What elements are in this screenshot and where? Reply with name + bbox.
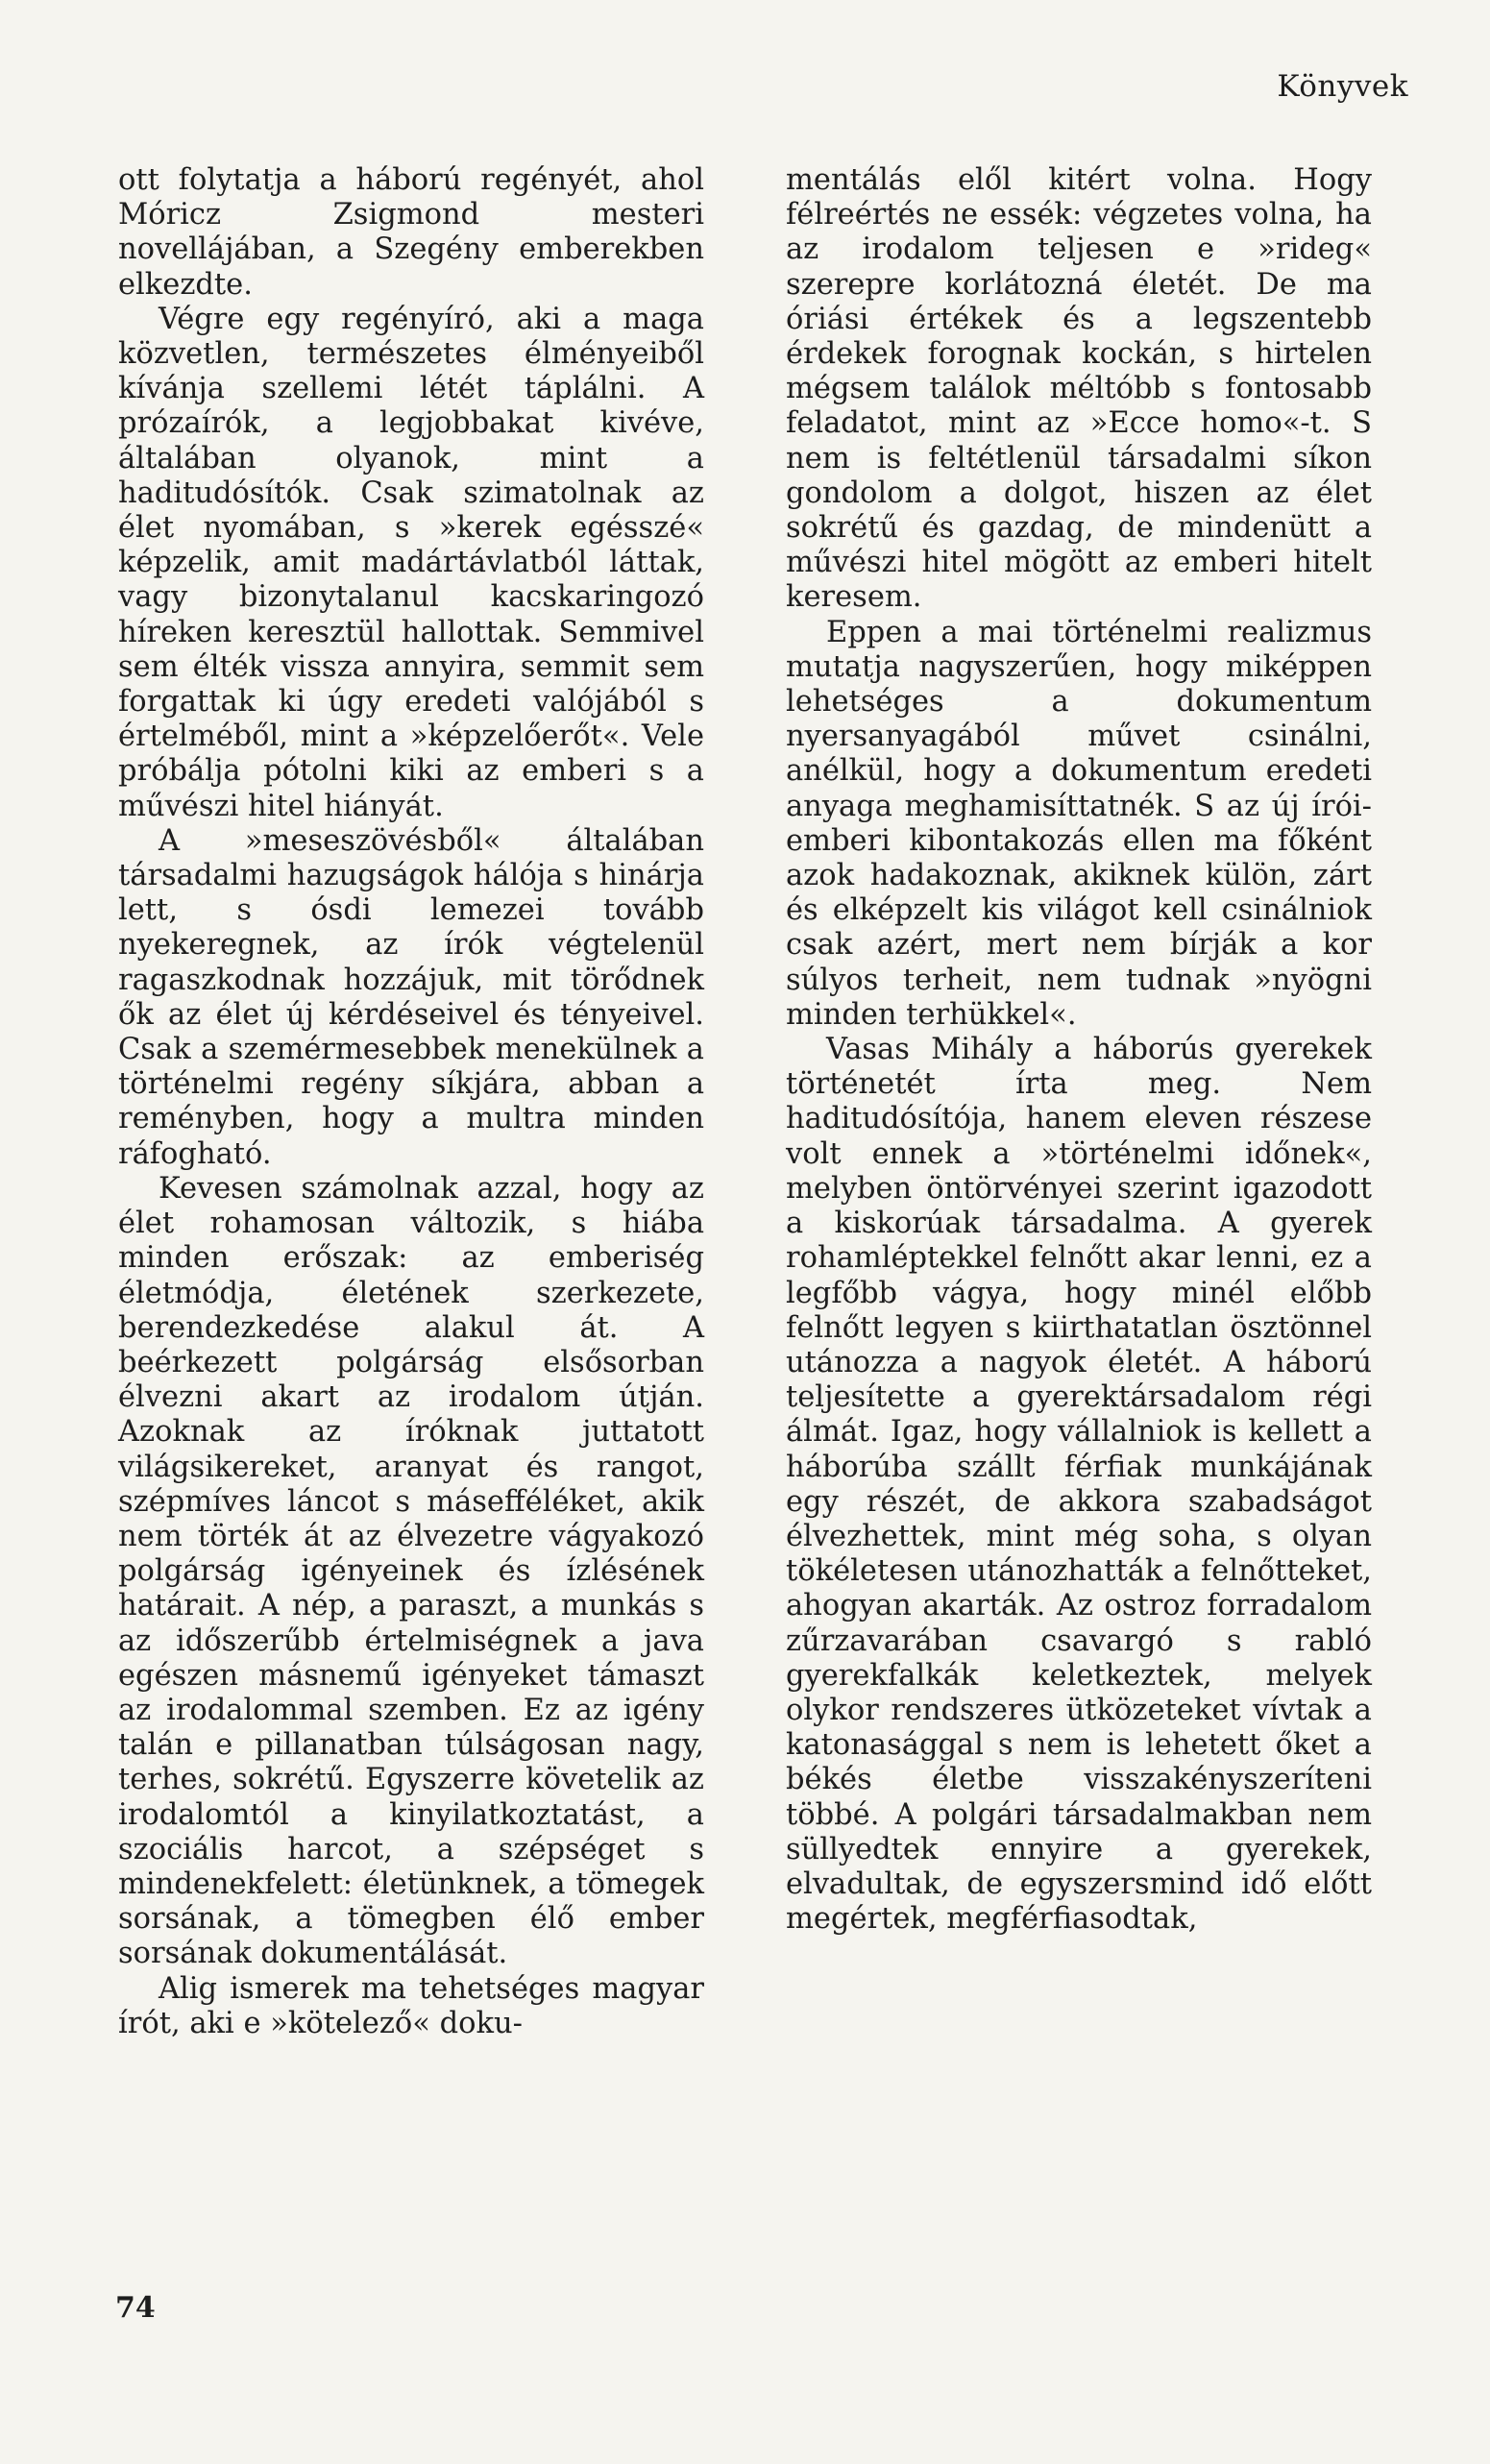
paragraph: ott folytatja a háború regényét, ahol Móricz Zsigmond mesteri novellájában, a Szegény emberekben elkezdte.	[118, 163, 704, 302]
running-head: Könyvek	[1277, 69, 1408, 104]
paragraph: Eppen a mai történelmi realizmus mutatja nagyszerűen, hogy miképpen lehetséges a dokumentum nyersanyagából művet csinálni, anélkül, hogy a dokumentum eredeti anyaga meghamisíttatnék. S az új írói-emberi kibontakozás ellen ma főként azok hadakoznak, akiknek külön, zárt és elképzelt kis világot kell csinálniok csak azért, mert nem bírják a kor súlyos terheit, nem tudnak »nyögni minden terhükkel«.	[786, 615, 1372, 1032]
paragraph: Alig ismerek ma tehetséges magyar írót, aki e »kötelező« doku-	[118, 1971, 704, 2040]
paragraph: mentálás elől kitért volna. Hogy félreértés ne essék: végzetes volna, ha az irodalom teljesen e »rideg« szerepre korlátozná életét. De ma óriási értékek és a legszentebb érdekek forognak kockán, s hirtelen mégsem találok méltóbb s fontosabb feladatot, mint az »Ecce homo«-t. S nem is feltétlenül társadalmi síkon gondolom a dolgot, hiszen az élet sokrétű és gazdag, de mindenütt a művészi hitel mögött az emberi hitelt keresem.	[786, 163, 1372, 615]
left-column	[118, 163, 704, 2041]
paragraph: Végre egy regényíró, aki a maga közvetlen, természetes élményeiből kívánja szellemi létét táplálni. A prózaírók, a legjobbakat kivéve, általában olyanok, mint a haditudósítók. Csak szimatolnak az élet nyomában, s »kerek egésszé« képzelik, amit madártávlatból láttak, vagy bizonytalanul kacskaringozó híreken keresztül hallottak. Semmivel sem élték vissza annyira, semmit sem forgattak ki úgy eredeti valójából s értelméből, mint a »képzelőerőt«. Vele próbálja pótolni kiki az emberi s a művészi hitel hiányát.	[118, 302, 704, 823]
right-column	[786, 163, 1372, 1937]
paragraph: A »meseszövésből« általában társadalmi hazugságok hálója s hinárja lett, s ósdi lemezei tovább nyekeregnek, az írók végtelenül ragaszkodnak hozzájuk, mit törődnek ők az élet új kérdéseivel és tényeivel. Csak a szemérmesebbek menekülnek a történelmi regény síkjára, abban a reményben, hogy a multra minden ráfogható.	[118, 823, 704, 1171]
paragraph: Vasas Mihály a háborús gyerekek történetét írta meg. Nem haditudósítója, hanem eleven részese volt ennek a »történelmi időnek«, melyben öntörvényei szerint igazodott a kiskorúak társadalma. A gyerek rohamléptekkel felnőtt akar lenni, ez a legfőbb vágya, hogy minél előbb felnőtt legyen s kiirthatatlan ösztönnel utánozza a nagyok életét. A háború teljesítette a gyerektársadalom régi álmát. Igaz, hogy vállalniok is kellett a háborúba szállt férfiak munkájának egy részét, de akkora szabadságot élvezhettek, mint még soha, s olyan tökéletesen utánozhatták a felnőtteket, ahogyan akarták. Az ostroz forradalom zűrzavarában csavargó s rabló gyerekfalkák keletkeztek, melyek olykor rendszeres ütközeteket vívtak a katonasággal s nem is lehetett őket a békés életbe visszakényszeríteni többé. A polgári társadalmakban nem süllyedtek ennyire a gyerekek, elvadultak, de egyszersmind idő előtt megértek, megférfiasodtak,	[786, 1033, 1372, 1937]
page-number: 74	[115, 2291, 156, 2325]
paragraph: Kevesen számolnak azzal, hogy az élet rohamosan változik, s hiába minden erőszak: az emberiség életmódja, életének szerkezete, berendezkedése alakul át. A beérkezett polgárság elsősorban élvezni akart az irodalom útján. Azoknak az íróknak juttatott világsikereket, aranyat és rangot, szépmíves láncot s másefféléket, akik nem törték át az élvezetre vágyakozó polgárság igényeinek és ízlésének határait. A nép, a paraszt, a munkás s az időszerűbb értelmiségnek a java egészen másnemű igényeket támaszt az irodalommal szemben. Ez az igény talán e pillanatban túlságosan nagy, terhes, sokrétű. Egyszerre követelik az irodalomtól a kinyilatkoztatást, a szociális harcot, a szépséget s mindenekfelett: életünknek, a tömegek sorsának, a tömegben élő ember sorsának dokumentálását.	[118, 1171, 704, 1971]
